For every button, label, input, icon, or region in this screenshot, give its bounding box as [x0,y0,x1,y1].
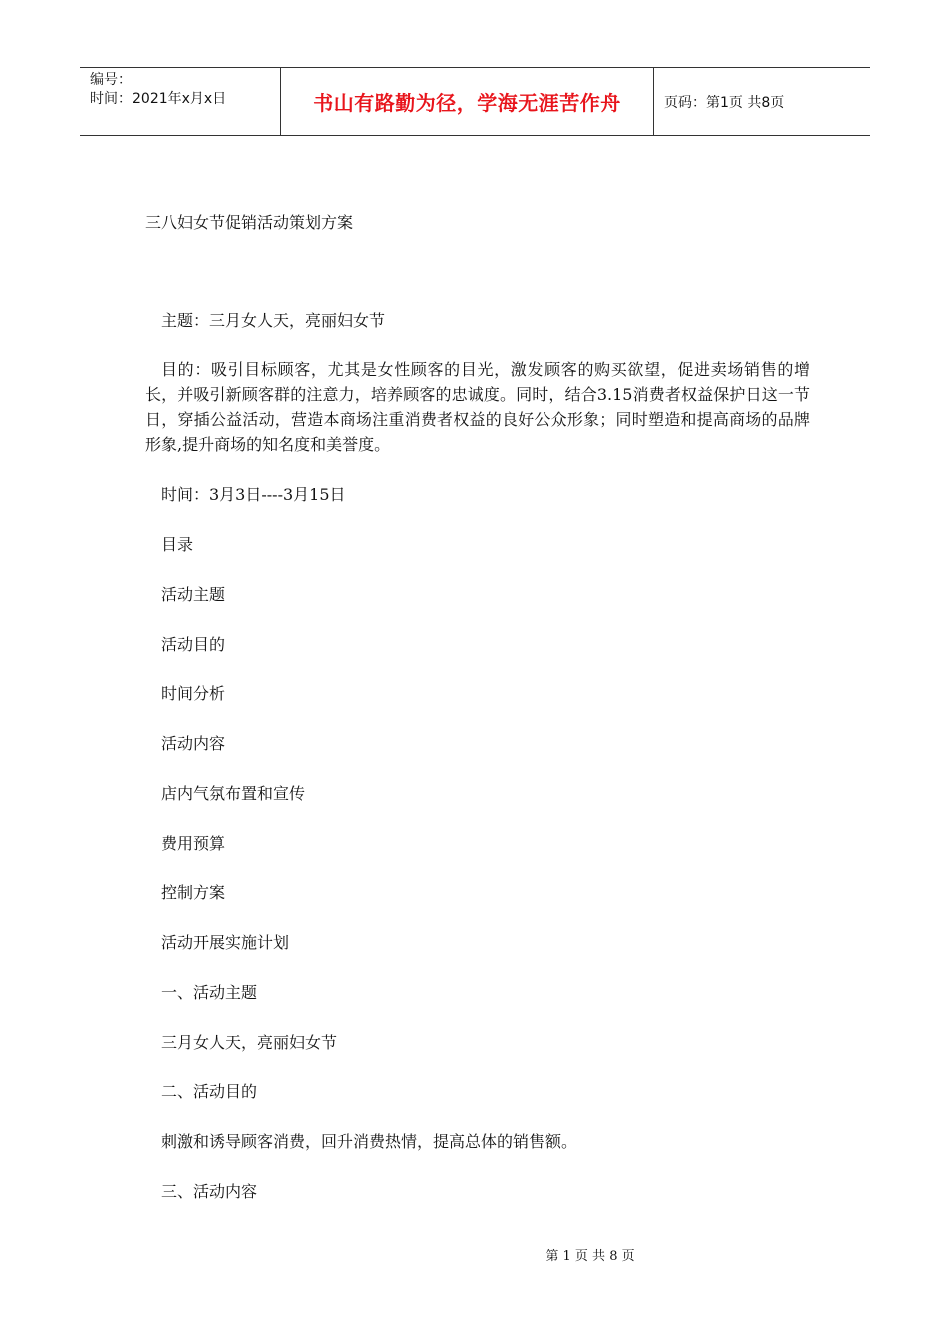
page-footer: 第 1 页 共 8 页 [545,1249,635,1264]
toc-item: 活动内容 [161,734,226,753]
toc-item: 活动目的 [161,635,226,654]
toc-heading: 目录 [161,535,194,554]
page-header [80,67,870,136]
header-meta [80,68,281,135]
toc-item: 控制方案 [161,883,226,902]
toc-item: 费用预算 [161,834,226,853]
section-heading: 二、活动目的 [161,1082,258,1101]
document-title: 三八妇女节促销活动策划方案 [145,213,354,232]
toc-item: 时间分析 [161,684,226,703]
section-body: 三月女人天，亮丽妇女节 [161,1033,338,1052]
toc-item: 活动主题 [161,585,226,604]
time-line: 时间：3月3日----3月15日 [161,485,346,504]
toc-item: 活动开展实施计划 [161,933,290,952]
purpose-paragraph: 目的：吸引目标顾客，尤其是女性顾客的目光，激发顾客的购买欲望，促进卖场销售的增长，并吸引新顾客群的注意力，培养顾客的忠诚度。同时，结合3.15消费者权益保护日这一节日，穿插公益活动，营造本商场注重消费者权益的良好公众形象；同时塑造和提高商场的品牌形象,提升商场的知名度和美誉度。 [145,360,810,454]
theme-line: 主题：三月女人天，亮丽妇女节 [161,311,386,330]
section-body: 刺激和诱导顾客消费，回升消费热情，提高总体的销售额。 [161,1132,578,1151]
header-page-info: 页码：第1页 共8页 [664,94,785,111]
number-label: 编号： [90,72,132,88]
header-motto: 书山有路勤为径，学海无涯苦作舟 [281,68,654,135]
time-label: 时间：2021年x月x日 [90,91,227,107]
section-heading: 一、活动主题 [161,983,258,1002]
section-heading: 三、活动内容 [161,1182,258,1201]
toc-item: 店内气氛布置和宣传 [161,784,306,803]
